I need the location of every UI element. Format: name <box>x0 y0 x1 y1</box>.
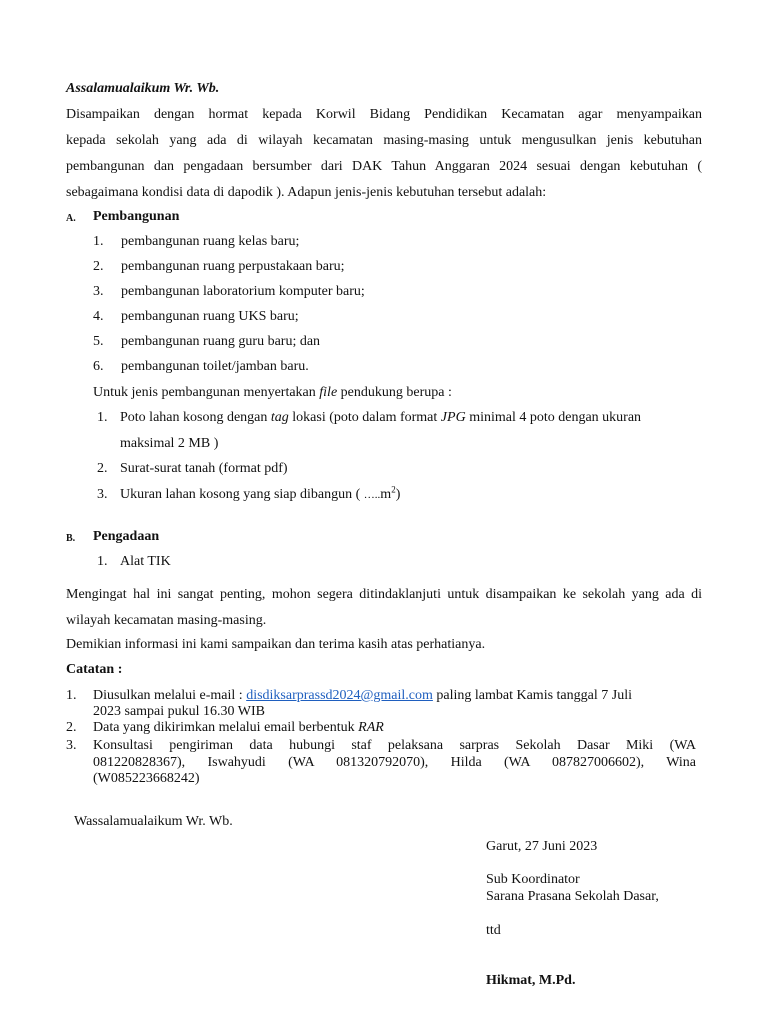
file-item-number: 1. <box>97 410 108 425</box>
list-item: pembangunan ruang kelas baru; <box>121 234 300 249</box>
file-item-text: ) <box>395 487 401 502</box>
file-item-unit: m <box>380 487 392 502</box>
signer-position: Sub Koordinator <box>486 872 580 887</box>
list-item-number: 2. <box>93 259 104 274</box>
file-item <box>120 409 641 427</box>
notes-title: Catatan : <box>66 662 123 677</box>
list-item: pembangunan ruang guru baru; dan <box>121 334 321 349</box>
file-item-text: Poto lahan kosong dengan <box>120 410 271 425</box>
list-item-number: 1. <box>97 554 108 569</box>
file-item-emphasis: tag <box>270 410 289 425</box>
intro-line: sebagaimana kondisi data di dapodik ). Adapun jenis-jenis kebutuhan tersebut adalah: <box>66 185 547 200</box>
signer-position: Sarana Prasana Sekolah Dasar, <box>486 889 659 904</box>
section-b-letter: B. <box>66 533 76 544</box>
place-date: Garut, 27 Juni 2023 <box>486 839 598 854</box>
list-item-number: 6. <box>93 359 104 374</box>
email-link[interactable]: disdiksarprassd2024@gmail.com <box>246 688 433 703</box>
file-item: Surat-surat tanah (format pdf) <box>120 461 288 476</box>
note-item-continuation: 081220828367), Iswahyudi (WA 081320792070), Hilda (WA 087827006602), Wina <box>93 755 696 770</box>
greeting: Assalamualaikum Wr. Wb. <box>66 81 220 96</box>
file-item-emphasis: JPG <box>440 410 466 425</box>
signer-name: Hikmat, M.Pd. <box>486 973 576 988</box>
file-item <box>120 486 400 504</box>
list-item: pembangunan laboratorium komputer baru; <box>121 284 365 299</box>
intro-line: kepada sekolah yang ada di wilayah kecamatan masing-masing untuk mengusulkan jenis kebutuhan <box>66 133 702 148</box>
section-b-title: Pengadaan <box>93 529 160 544</box>
list-item: pembangunan toilet/jamban baru. <box>121 359 309 374</box>
signature-ttd: ttd <box>486 923 501 938</box>
file-item-dots: ….. <box>363 489 381 501</box>
note-text: Diusulkan melalui e-mail : <box>93 688 247 703</box>
section-a-letter: A. <box>66 213 76 224</box>
list-item-number: 4. <box>93 309 104 324</box>
farewell: Wassalamualaikum Wr. Wb. <box>74 814 233 829</box>
intro-line: Disampaikan dengan hormat kepada Korwil Bidang Pendidikan Kecamatan agar menyampaikan <box>66 107 702 122</box>
intro-line: pembangunan dan pengadaan bersumber dari DAK Tahun Anggaran 2024 sesuai dengan kebutuhan ( <box>66 159 702 174</box>
list-item: pembangunan ruang perpustakaan baru; <box>121 259 345 274</box>
file-item-superscript: 2 <box>391 484 396 495</box>
file-item-text: Ukuran lahan kosong yang siap dibangun ( <box>120 487 364 502</box>
list-item-number: 3. <box>93 284 104 299</box>
file-item-number: 3. <box>97 487 108 502</box>
note-number: 2. <box>66 720 77 735</box>
note-emphasis: RAR <box>358 720 384 735</box>
file-item-continuation: maksimal 2 MB ) <box>120 436 219 451</box>
note-text: paling lambat Kamis tanggal 7 Juli <box>432 688 632 703</box>
closing-line: wilayah kecamatan masing-masing. <box>66 613 267 628</box>
note-number: 3. <box>66 738 77 753</box>
list-item-number: 1. <box>93 234 104 249</box>
note-text: Data yang dikirimkan melalui email berbentuk <box>93 720 359 735</box>
note-item <box>93 719 384 737</box>
files-intro-text: Untuk jenis pembangunan menyertakan <box>93 385 320 400</box>
note-number: 1. <box>66 688 77 703</box>
file-item-number: 2. <box>97 461 108 476</box>
list-item: Alat TIK <box>120 554 171 569</box>
file-item-text: lokasi (poto dalam format <box>288 410 441 425</box>
files-intro <box>93 384 452 402</box>
list-item: pembangunan ruang UKS baru; <box>121 309 299 324</box>
files-intro-text-end: pendukung berupa : <box>337 385 452 400</box>
note-item-continuation: (W085223668242) <box>93 771 200 786</box>
closing-line: Mengingat hal ini sangat penting, mohon segera ditindaklanjuti untuk disampaikan ke sekolah yang ada di <box>66 587 702 602</box>
closing-line: Demikian informasi ini kami sampaikan dan terima kasih atas perhatianya. <box>66 637 486 652</box>
note-item: Konsultasi pengiriman data hubungi staf pelaksana sarpras Sekolah Dasar Miki (WA <box>93 738 696 753</box>
section-a-title: Pembangunan <box>93 209 180 224</box>
note-item-continuation: 2023 sampai pukul 16.30 WIB <box>93 704 266 719</box>
files-intro-emphasis: file <box>319 385 338 400</box>
file-item-text: minimal 4 poto dengan ukuran <box>465 410 642 425</box>
list-item-number: 5. <box>93 334 104 349</box>
